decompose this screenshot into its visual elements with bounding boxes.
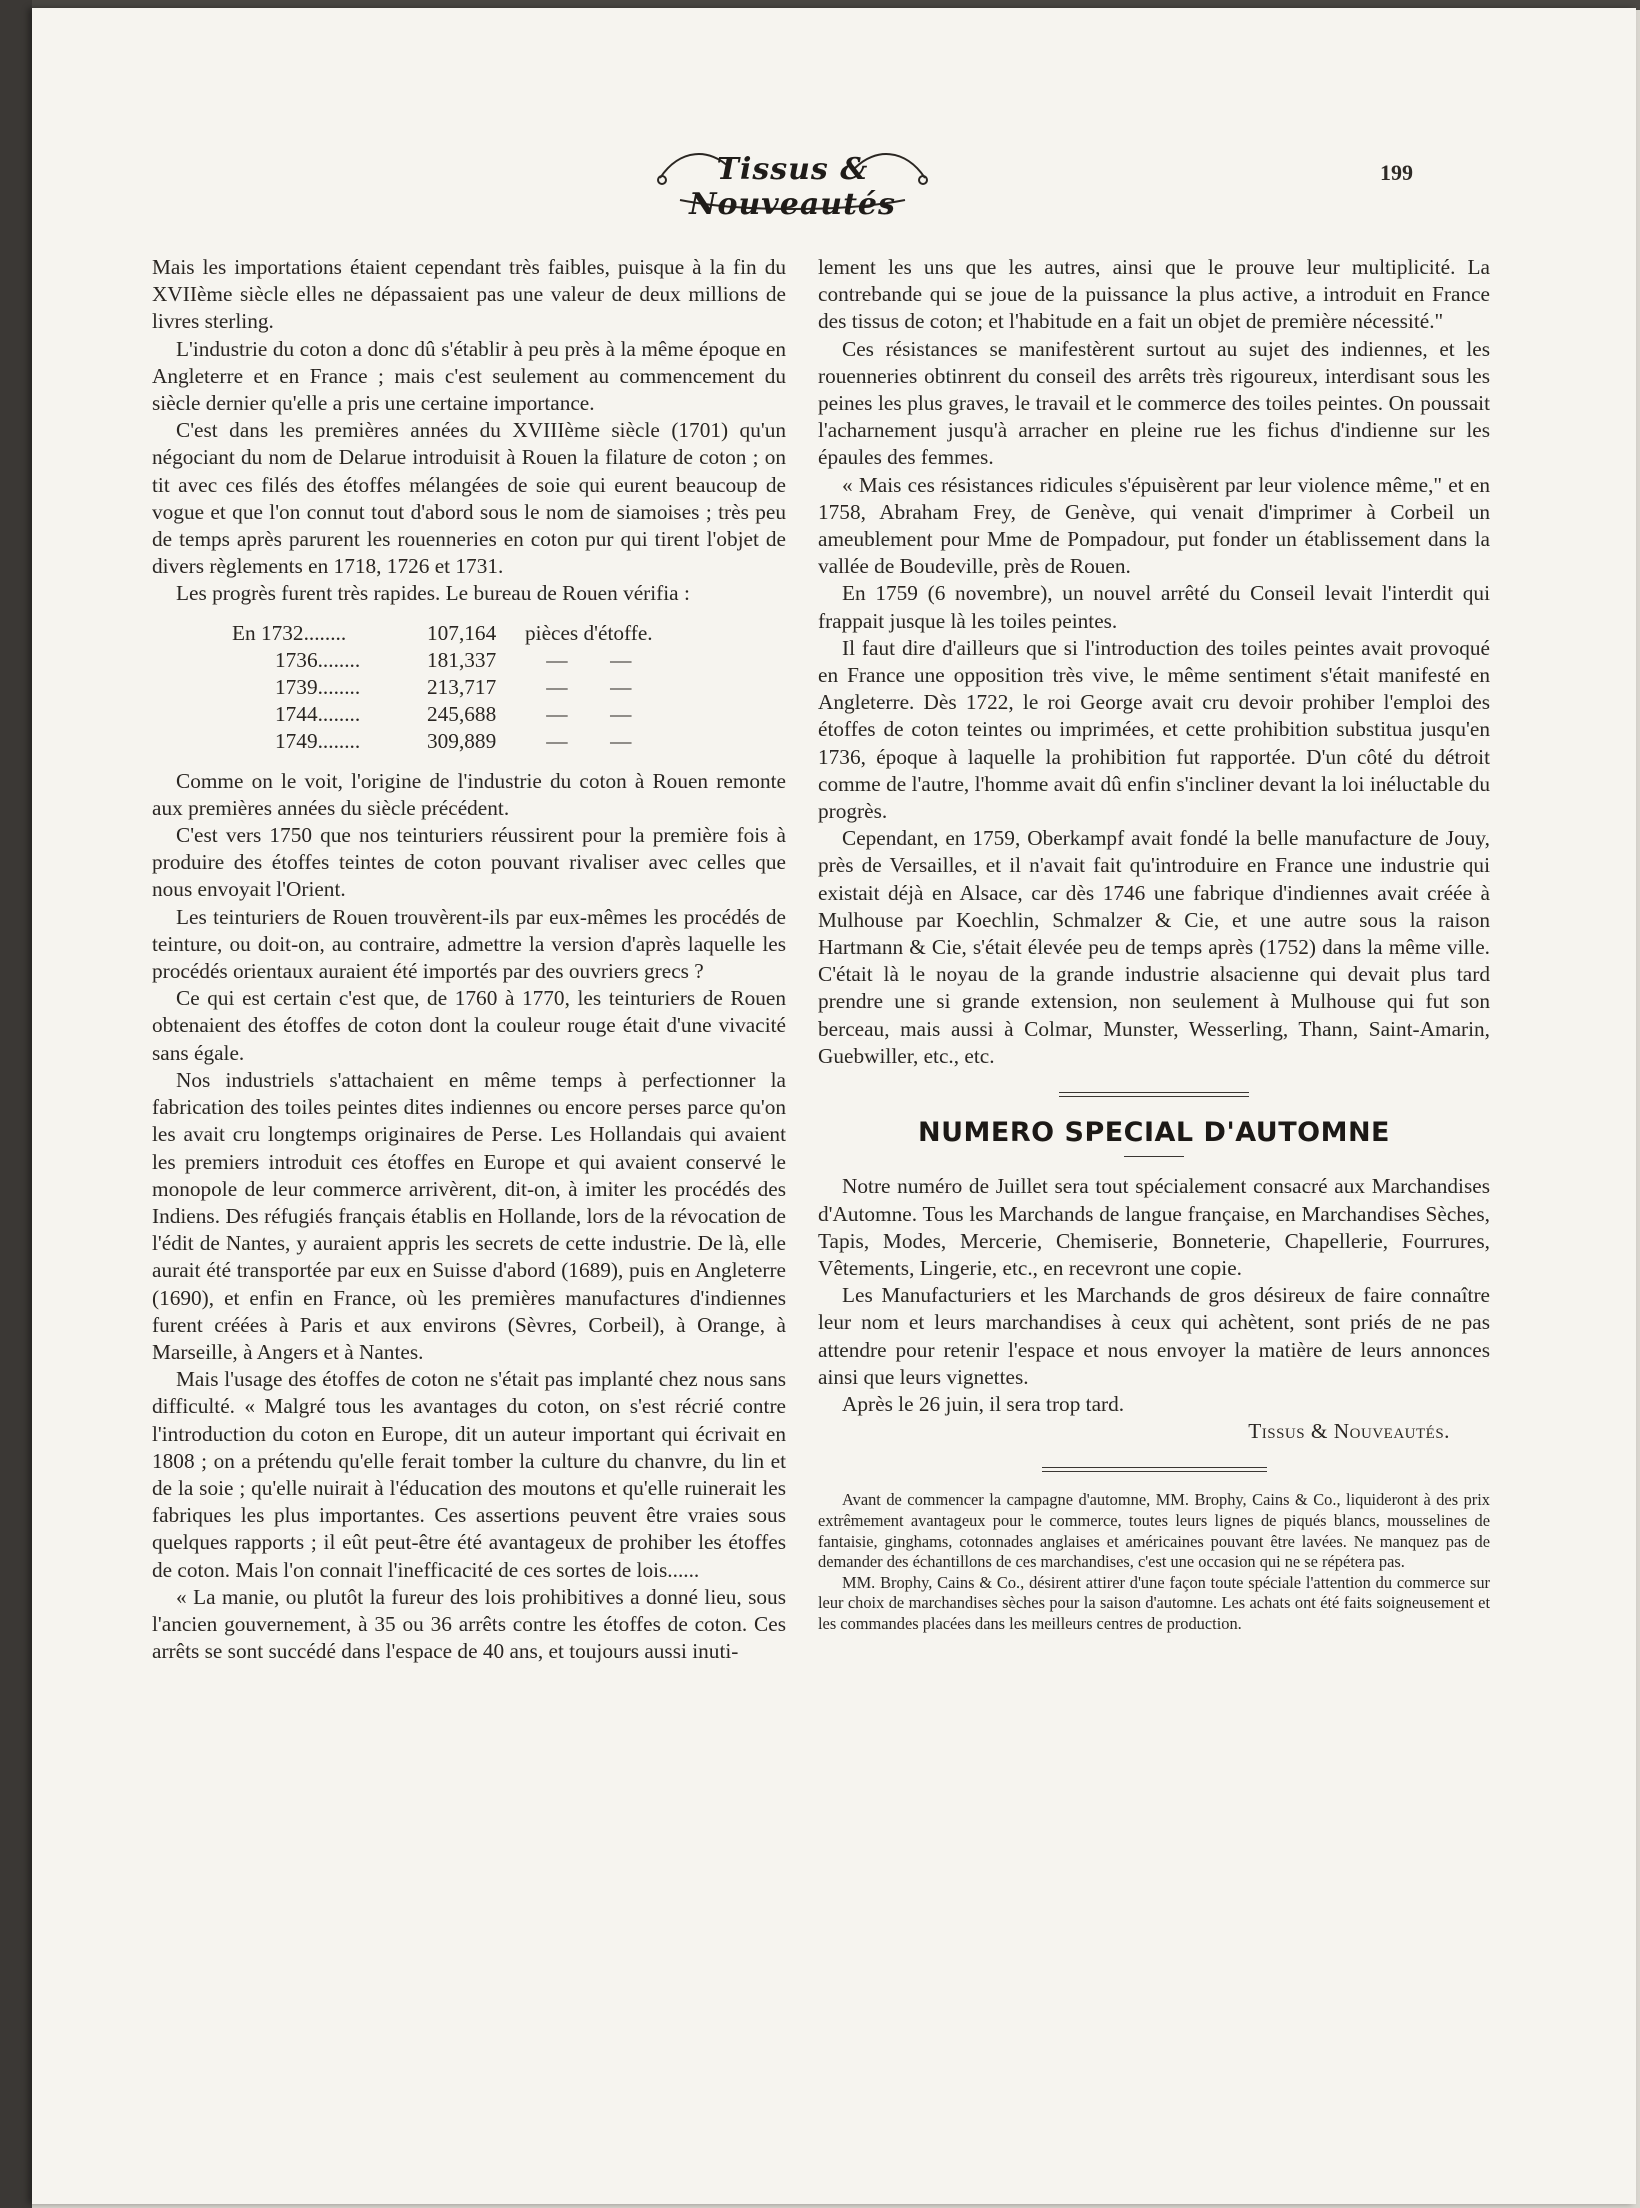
year-cell: 1739........ — [275, 675, 361, 700]
paragraph: Comme on le voit, l'origine de l'industrie du coton à Rouen remonte aux premières années du siècle précédent. — [152, 768, 786, 820]
paragraph: Ce qui est certain c'est que, de 1760 à 1770, les teinturiers de Rouen obtenaient des étoffes de coton dont la couleur rouge était d'une vivacité sans égale. — [152, 986, 786, 1065]
paragraph: Cependant, en 1759, Oberkampf avait fondé la belle manufacture de Jouy, près de Versailles, et il n'avait fait qu'introduire en France une industrie qui existait déjà en Alsace, car dès 1746 une fabrique d'indiennes avait créée à Mulhouse par Koechlin, Schmalzer & Cie, et une autre sous la raison Hartmann & Cie, s'était élevée peu de temps après (1752) dans la même ville. C'était là le noyau de la grande industrie alsacienne qui devait plus tard prendre une si grande extension, non seulement à Mulhouse qui fut son berceau, mais aussi à Colmar, Munster, Wesserling, Thann, Saint-Amarin, Guebwiller, etc., etc. — [818, 826, 1490, 1068]
value-cell: 181,337 — [427, 647, 497, 672]
paragraph: Il faut dire d'ailleurs que si l'introduction des toiles peintes avait provoqué en France une opposition très vive, le même sentiment s'était manifesté en Angleterre. Dès 1722, le roi George avait cru devoir prohiber l'emploi des étoffes de coton teintes ou imprimées, et cette prohibition substitua jusqu'en 1736, époque à laquelle la prohibition fut rapportée. D'un côté du détroit comme de l'autre, l'homme avait dû enfin s'incliner devant la loi inéluctable du progrès. — [818, 635, 1490, 824]
year-cell: En 1732........ — [232, 620, 347, 645]
paragraph: Après le 26 juin, il sera trop tard. — [842, 1391, 1125, 1416]
paragraph: « Mais ces résistances ridicules s'épuisèrent par leur violence même," et en 1758, Abraham Frey, de Genève, qui venait d'imprimer à Corbeil un ameublement pour Mme de Pompadour, put fonder un établissement dans la vallée de Boudeville, près de Rouen. — [818, 472, 1490, 579]
signature: Tissus & Nouveautés. — [1248, 1419, 1450, 1444]
value-cell: 213,717 — [427, 675, 497, 700]
binding-shadow — [0, 0, 32, 2208]
paragraph: Mais les importations étaient cependant très faibles, puisque à la fin du XVIIème siècle elles ne dépassaient pas une valeur de deux millions de livres sterling. — [152, 255, 786, 334]
unit-cell: pièces d'étoffe. — [525, 620, 653, 645]
ditto-mark: — — [546, 702, 568, 727]
heading-underline — [1124, 1156, 1184, 1157]
table-row — [232, 674, 653, 701]
ditto-mark: — — [610, 729, 632, 754]
value-cell: 309,889 — [427, 729, 497, 754]
section-heading: NUMERO SPECIAL D'AUTOMNE — [918, 1117, 1390, 1149]
paragraph: L'industrie du coton a donc dû s'établir à peu près à la même époque en Angleterre et en France ; mais c'est seulement au commencement du siècle dernier qu'elle a pris une certaine importance. — [152, 336, 786, 416]
masthead-logo — [650, 138, 935, 222]
paragraph: C'est dans les premières années du XVIIIème siècle (1701) qu'un négociant du nom de Delarue introduisit à Rouen la filature de coton ; on tit avec ces filés des étoffes mélangées de soie qui eurent beaucoup de vogue et que l'on connut tout d'abord sous le nom de siamoises ; très peu de temps après parurent les rouenneries en coton pur qui tirent l'objet de divers règlements en 1718, 1726 et 1731. — [152, 418, 786, 579]
paragraph: « La manie, ou plutôt la fureur des lois prohibitives a donné lieu, sous l'ancien gouvernement, à 35 ou 36 arrêts contre les étoffes de coton. Ces arrêts se sont succédé dans l'espace de 40 ans, et toujours aussi inuti- — [152, 1584, 786, 1664]
year-cell: 1749........ — [275, 729, 361, 754]
ditto-mark: — — [610, 675, 632, 700]
table-row — [232, 647, 653, 674]
ditto-mark: — — [610, 647, 632, 672]
page-number: 199 — [1380, 160, 1413, 185]
ditto-mark: — — [546, 647, 568, 672]
paragraph: Notre numéro de Juillet sera tout spécialement consacré aux Marchandises d'Automne. Tous les Marchands de langue française, en Marchandises Sèches, Tapis, Modes, Mercerie, Chemiserie, Bonneterie, Chapellerie, Fourrures, Vêtements, Lingerie, etc., en recevront une copie. — [818, 1174, 1490, 1280]
ditto-mark: — — [546, 729, 568, 754]
paragraph: Les Manufacturiers et les Marchands de gros désireux de faire connaître leur nom et leurs marchandises à ceux qui achètent, sont priés de ne pas attendre pour retenir l'espace et nous envoyer la matière de leurs annonces ainsi que leurs vignettes. — [818, 1283, 1490, 1389]
section-divider — [1042, 1467, 1267, 1472]
paragraph: lement les uns que les autres, ainsi que le prouve leur multiplicité. La contrebande qui se joue de la puissance la plus active, a introduit en France des tissus de coton; et l'habitude en a fait un objet de première nécessité." — [818, 255, 1490, 334]
paragraph: Mais l'usage des étoffes de coton ne s'était pas implanté chez nous sans difficulté. « Malgré tous les avantages du coton, on s'est récrié contre l'introduction du coton en Europe, dit un auteur important qui écrivait en 1808 ; on a prétendu qu'elle ferait tomber la culture du chanvre, du lin et de la soie ; qu'elle nuirait à l'éducation des moutons et qu'elle ruinerait les fabriques les plus importantes. Ces assertions peuvent être vraies sous quelques rapports ; il eût peut-être été avantageux de prohiber les étoffes de coton. Mais l'on connait l'inefficacité de ces sortes de lois...... — [152, 1367, 786, 1582]
section-divider — [1059, 1092, 1249, 1097]
paragraph: MM. Brophy, Cains & Co., désirent attirer d'une façon toute spéciale l'attention du commerce sur leur choix de marchandises sèches pour la saison d'automne. Les achats ont été faits soigneusement et les commandes placées dans les meilleurs centres de production. — [818, 1572, 1490, 1633]
right-column — [818, 254, 1490, 1634]
paragraph: Les progrès furent très rapides. Le bureau de Rouen vérifia : — [176, 581, 690, 606]
value-cell: 245,688 — [427, 702, 497, 727]
paragraph: Avant de commencer la campagne d'automne, MM. Brophy, Cains & Co., liquideront à des prix extrêmement avantageux pour le commerce, toutes leurs lignes de piqués blancs, mousselines de fantaisie, ginghams, cotonnades anglaises et américaines pouvant être lavées. Ne manquez pas de demander des échantillons de ces marchandises, c'est une occasion qui ne se répétera pas. — [818, 1490, 1490, 1572]
value-cell: 107,164 — [427, 620, 497, 645]
paragraph: Les teinturiers de Rouen trouvèrent-ils par eux-mêmes les procédés de teinture, ou doit-on, au contraire, admettre la version d'après laquelle les procédés orientaux auraient été importés par des ouvriers grecs ? — [152, 904, 786, 984]
masthead-title: Tissus & Nouveautés — [689, 152, 896, 222]
table-row — [232, 728, 653, 755]
paragraph: Ces résistances se manifestèrent surtout au sujet des indiennes, et les rouenneries obtinrent du conseil des arrêts très rigoureux, interdisant sous les peines les plus graves, le travail et le commerce des toiles peintes. On poussait l'acharnement jusqu'à arracher en pleine rue les fichus d'indienne sur les épaules des femmes. — [818, 336, 1490, 470]
production-table — [232, 620, 653, 756]
table-row — [232, 620, 653, 647]
paragraph: Nos industriels s'attachaient en même temps à perfectionner la fabrication des toiles peintes dites indiennes ou encore perses parce qu'on les avait cru longtemps originaires de Perse. Les Hollandais qui avaient les premiers introduit ces étoffes en Europe et qui avaient conservé le monopole de leur commerce arrivèrent, dit-on, à imiter les procédés des Indiens. Des réfugiés français établis en Hollande, lors de la révocation de l'édit de Nantes, y auraient appris les secrets de cette industrie. De là, elle aurait été transportée par eux en Suisse d'abord (1689), puis en Angleterre (1690), et enfin en France, où les premières manufactures d'indiennes furent créées à Paris et aux environs (Sèvres, Corbeil), à Orange, à Marseille, à Angers et à Nantes. — [152, 1067, 786, 1364]
ditto-mark: — — [546, 675, 568, 700]
year-cell: 1736........ — [275, 647, 361, 672]
table-row — [232, 701, 653, 728]
advertisement-notes — [818, 1490, 1490, 1634]
paragraph: En 1759 (6 novembre), un nouvel arrêté du Conseil levait l'interdit qui frappait jusque là les toiles peintes. — [818, 581, 1490, 633]
paragraph: C'est vers 1750 que nos teinturiers réussirent pour la première fois à produire des étoffes teintes de coton pouvant rivaliser avec celles que nous envoyait l'Orient. — [152, 823, 786, 902]
left-column — [152, 254, 786, 1665]
year-cell: 1744........ — [275, 702, 361, 727]
ditto-mark: — — [610, 702, 632, 727]
